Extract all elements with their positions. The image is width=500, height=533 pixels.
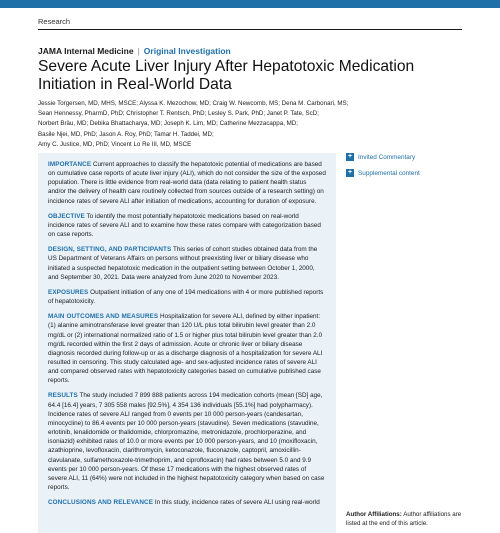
side-link-label[interactable]: Invited Commentary xyxy=(358,153,416,161)
author-line: Basile Njei, MD, PhD; Jason A. Roy, PhD; Tamar H. Taddei, MD; xyxy=(38,130,214,138)
author-line: Sean Hennessy, PharmD, PhD; Christopher T. Rentsch, PhD; Lesley S. Park, PhD; Janet P. Tate, ScD; xyxy=(38,110,319,118)
abstract-design xyxy=(48,245,326,282)
abstract-exposures xyxy=(48,288,326,306)
plus-icon: + xyxy=(347,169,353,176)
abstract-heading: EXPOSURES xyxy=(48,288,89,296)
plus-icon: + xyxy=(347,153,353,160)
journal-separator: | xyxy=(137,46,140,56)
supplemental-content-link[interactable] xyxy=(346,169,476,177)
abstract-conclusions xyxy=(48,498,326,507)
author-list xyxy=(38,99,349,150)
journal-name: JAMA Internal Medicine xyxy=(38,46,134,56)
author-line: Jessie Torgersen, MD, MHS, MSCE; Alyssa K. Mezochow, MD; Craig W. Newcomb, MS; Dena M. Carbonari, MS; xyxy=(38,100,349,107)
header-rule xyxy=(38,29,462,30)
journal-line xyxy=(38,46,231,56)
abstract-text: In this study, incidence rates of severe ALI using real-world xyxy=(154,499,320,507)
abstract-heading: CONCLUSIONS AND RELEVANCE xyxy=(48,499,154,507)
abstract-heading: IMPORTANCE xyxy=(48,161,92,168)
abstract-outcomes xyxy=(48,312,326,385)
affiliations-text: Author affiliations are listed at the end of this article. xyxy=(346,511,462,527)
section-label: Research xyxy=(38,17,71,26)
abstract-importance xyxy=(48,160,326,206)
invited-commentary-link[interactable] xyxy=(346,153,476,161)
abstract-text: To identify the most potentially hepatotoxic medications based on real-world incidence rates of severe ALI and to examine how these rates compare with categorization based on case reports. xyxy=(48,212,321,239)
author-line: Amy C. Justice, MD, PhD; Vincent Lo Re III, MD, MSCE xyxy=(38,140,192,148)
abstract-objective xyxy=(48,212,326,239)
abstract-box xyxy=(38,153,336,533)
side-links xyxy=(346,153,476,185)
abstract-text: Outpatient initiation of any one of 194 medications with 4 or more published reports of hepatotoxicity. xyxy=(48,288,324,306)
affiliations-heading: Author Affiliations: xyxy=(346,511,402,518)
abstract-heading: OBJECTIVE xyxy=(48,212,85,220)
abstract-text: Hospitalization for severe ALI, defined by either inpatient: (1) alanine aminotransferase level greater than 120 U/L plus total bilirubin level greater than 2.0 mg/dL or (2) international normalized ratio of 1.5 or higher plus total bilirubin level greater than 2.0 mg/dL recorded within the first 2 days of admission. Acute or chronic liver or biliary disease diagnosis recorded during follow-up or as a discharge diagnosis of a hospitalization for severe ALI resulted in censoring. This study calculated age- and sex-adjusted incidence rates of severe ALI and compared observed rates with hepatotoxicity categories based on cumulative published case reports. xyxy=(48,313,323,385)
abstract-heading: DESIGN, SETTING, AND PARTICIPANTS xyxy=(48,246,172,254)
side-link-label[interactable]: Supplemental content xyxy=(358,169,420,177)
top-accent-bar xyxy=(0,0,500,8)
abstract-text: Current approaches to classify the hepatotoxic potential of medications are based on cumulative case reports of acute liver injury (ALI), which do not consider the size of the exposed population. There is little evidence from real-world data (data relating to patient health status and/or the delivery of health care routinely collected from sources outside of a research setting) on incidence rates of severe ALI after initiation of medications, accounting for duration of exposure. xyxy=(48,161,326,205)
abstract-heading: MAIN OUTCOMES AND MEASURES xyxy=(48,313,159,321)
article-type[interactable]: Original Investigation xyxy=(143,46,231,56)
abstract-heading: RESULTS xyxy=(48,392,78,400)
abstract-text: The study included 7 899 888 patients across 194 medication cohorts (mean [SD] age, 64.4 [16.4] years, 7 305 558 males [92.5%], 4 354 136 individuals [55.1%] had polypharmacy). Incidence rates of severe ALI ranged from 0 events per 10 000 person-years (candesartan, minocycline) to 86.4 events per 10 000 person-years (stavudine). Seven medications (stavudine, erlotinib, lenalidomide or thalidomide, chlorpromazine, metronidazole, prochlorperazine, and isoniazid) exhibited rates of 10.0 or more events per 10 000 person-years, and 10 (moxifloxacin, azathioprine, levofloxacin, clarithromycin, ketoconazole, fluconazole, captopril, amoxicillin-clavulanate, sulfamethoxazole-trimethoprim, and ciprofloxacin) had rates between 5.0 and 9.9 events per 10 000 person-years. Of these 17 medications with the highest observed rates of severe ALI, 11 (64%) were not included in the highest hepatotoxicity category when based on case reports. xyxy=(48,392,325,491)
abstract-results xyxy=(48,391,326,492)
abstract-text: This series of cohort studies obtained data from the US Department of Veterans Affairs on persons without preexisting liver or biliary disease who initiated a suspected hepatotoxic medication in the outpatient setting between October 1, 2000, and September 30, 2021. Data were analyzed from June 2020 to November 2023. xyxy=(48,246,318,281)
author-line: Norbert Bräu, MD; Debika Bhattacharya, MD; Joseph K. Lim, MD; Catherine Mezzacappa, MD; xyxy=(38,120,298,128)
article-title: Severe Acute Liver Injury After Hepatotoxic Medication Initiation in Real-World Data xyxy=(38,58,415,93)
author-affiliations xyxy=(346,511,466,528)
